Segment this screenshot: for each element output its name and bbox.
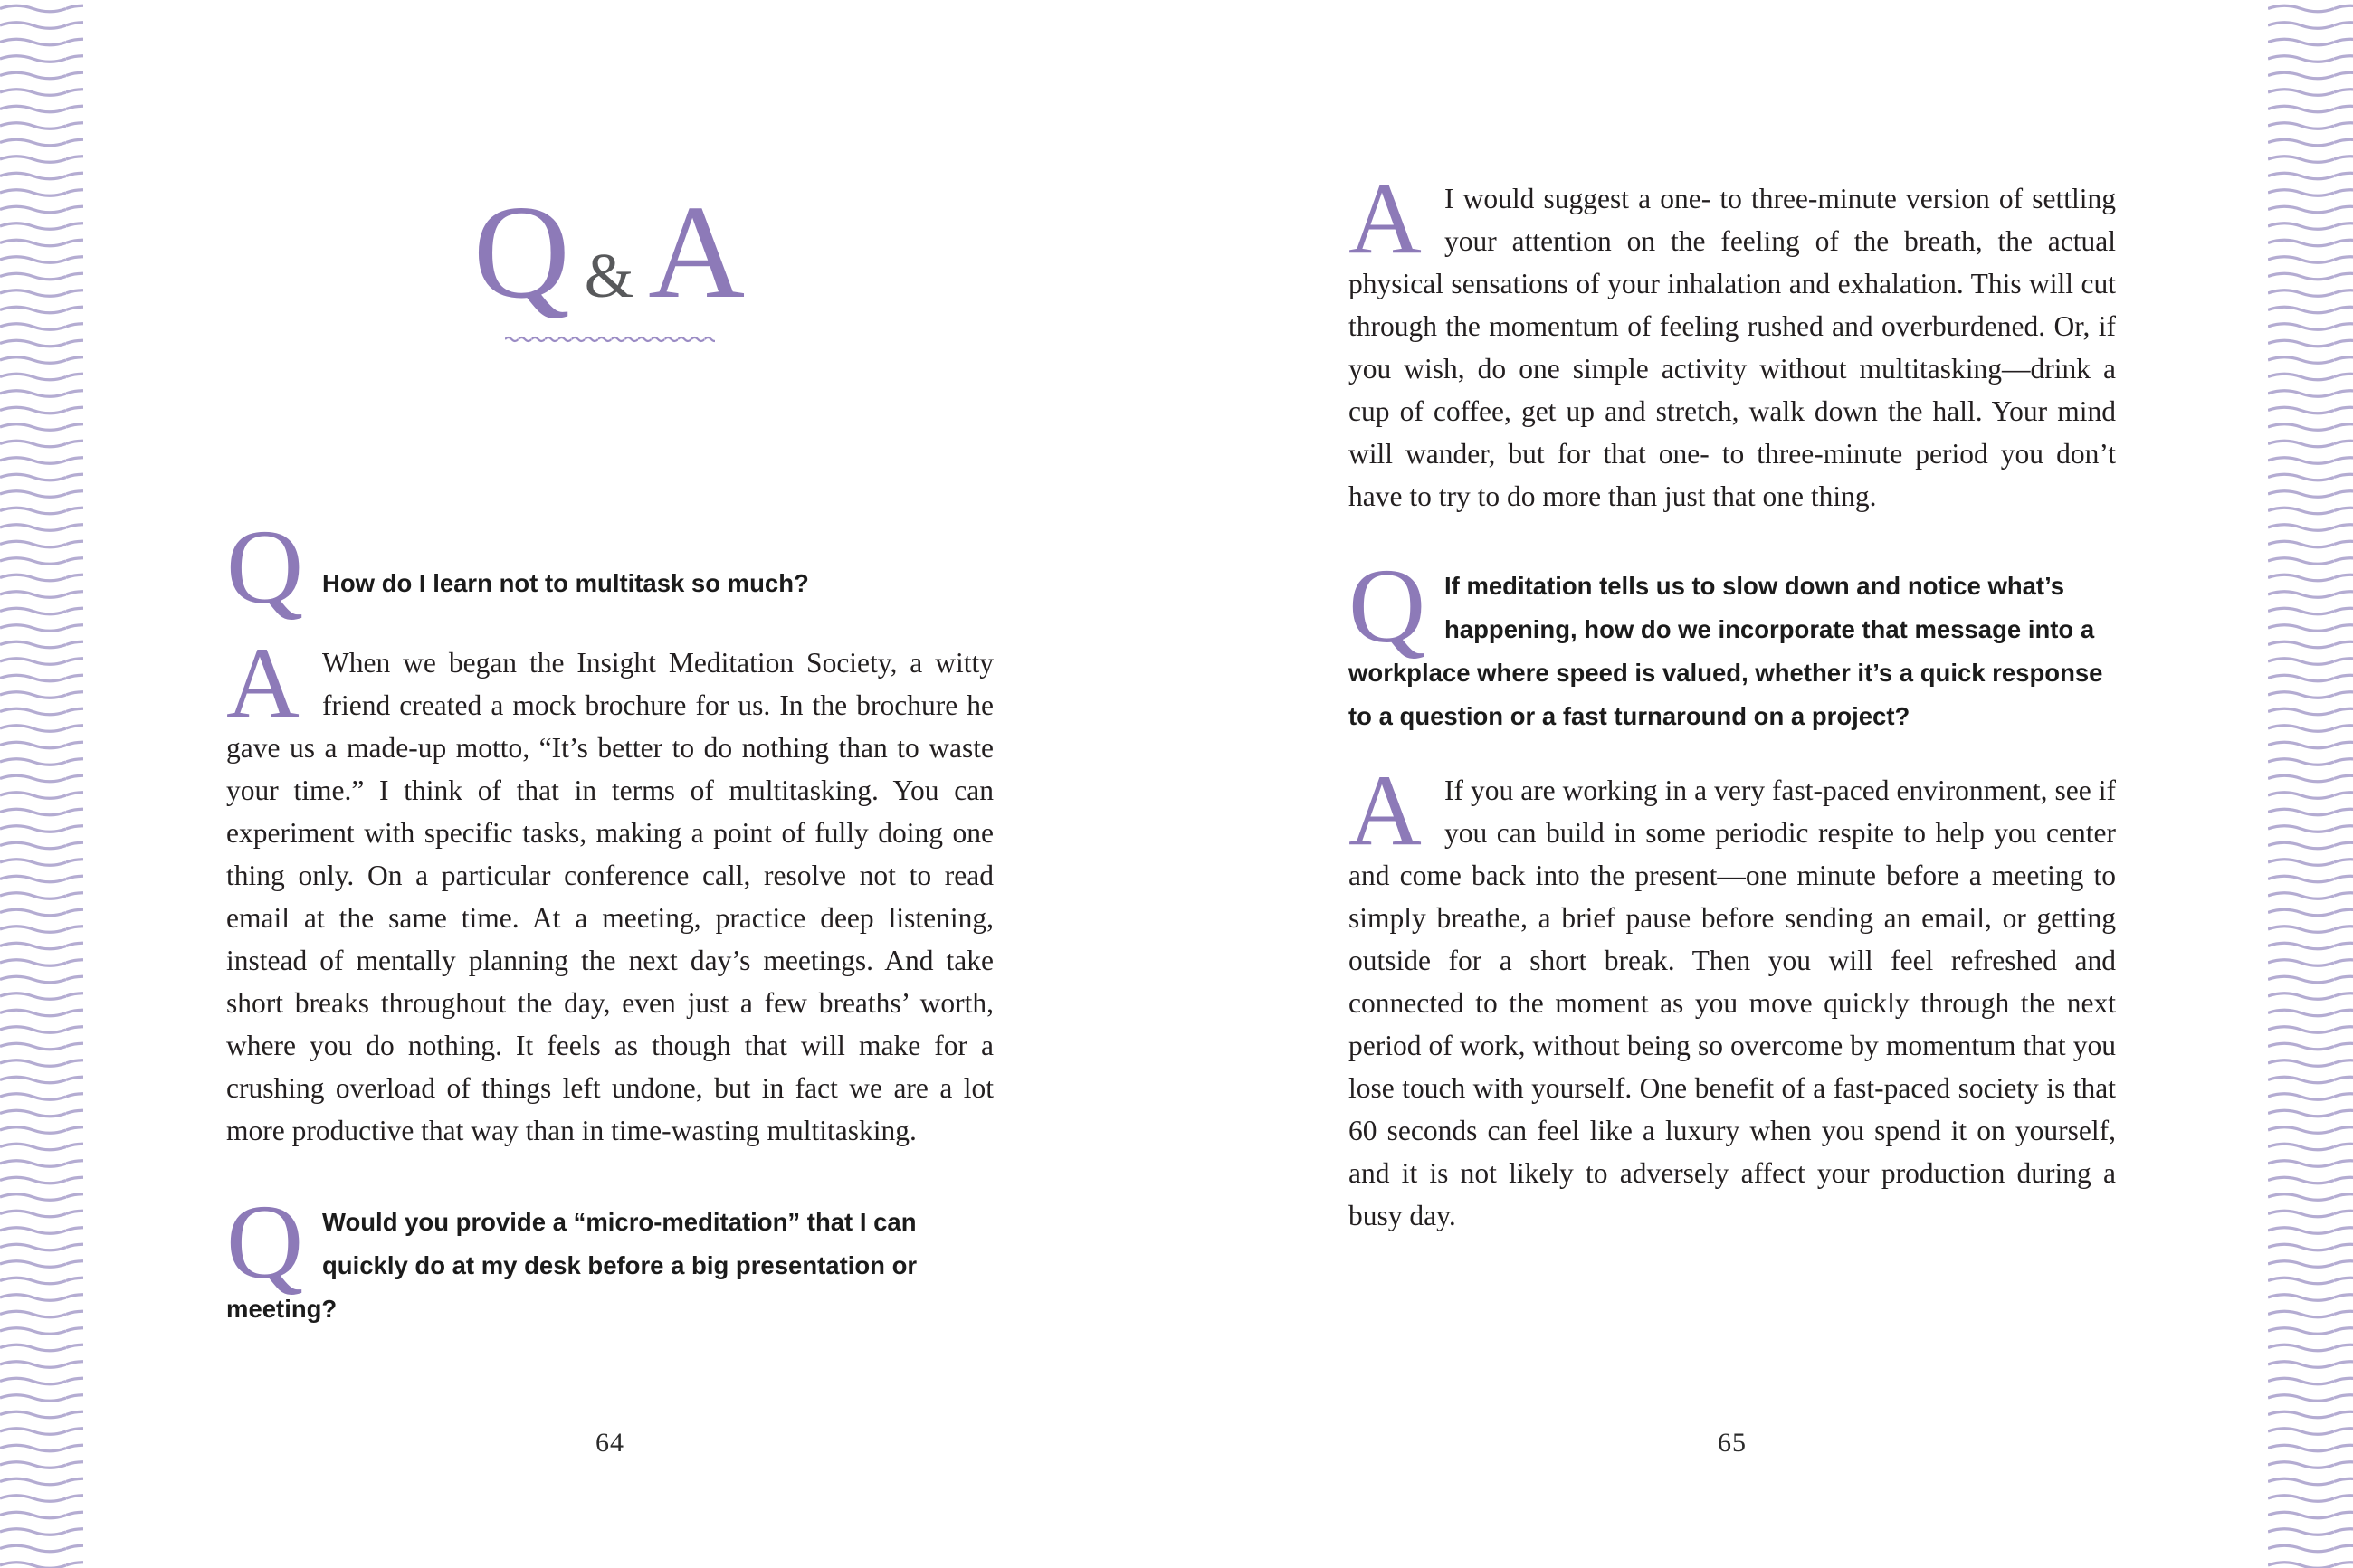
answer-item	[1348, 163, 2116, 518]
answer-item	[226, 627, 994, 1152]
answer-text: When we began the Insight Meditation Society, a witty friend created a mock brochure for us. In the brochure he gave us a made-up motto, “It’s better to do nothing than to waste your time.” I think of that in terms of multitasking. You can experiment with specific tasks, making a point of fully doing one thing only. On a particular conference call, resolve not to read email at the same time. At a meeting, practice deep listening, instead of mentally planning the next day’s meetings. And take short breaks throughout the day, even just a few breaths’ worth, where you do nothing. It feels as though that will make for a crushing overload of things left undone, but in fact we are a lot more productive that way than in time-wasting multitasking.	[226, 647, 994, 1146]
page-number-left: 64	[595, 1428, 624, 1458]
question-item	[1348, 546, 2116, 738]
question-item	[226, 1183, 994, 1331]
chapter-title-a: A	[648, 178, 748, 327]
question-text: Would you provide a “micro-meditation” that I can quickly do at my desk before a big presentation or meeting?	[226, 1208, 918, 1323]
page-number-right: 65	[1718, 1428, 1747, 1458]
answer-dropcap: A	[226, 627, 300, 739]
chapter-title	[226, 178, 994, 327]
question-dropcap: Q	[226, 508, 304, 626]
page-right	[1348, 0, 2116, 1568]
page-left	[226, 0, 994, 1568]
wave-border-right-icon	[2268, 0, 2353, 1568]
question-item	[226, 508, 994, 626]
question-dropcap: Q	[1348, 546, 1426, 665]
chapter-title-ampersand: &	[584, 242, 636, 311]
question-text: If meditation tells us to slow down and notice what’s happening, how do we incorporate that message into a workplace where speed is valued, whether it’s a quick response to a question or a fast turnaround on a project?	[1348, 572, 2103, 730]
chapter-title-q: Q	[472, 178, 572, 327]
wavy-underline-icon	[505, 333, 715, 344]
title-underline-wave	[226, 332, 994, 348]
answer-text: If you are working in a very fast-paced environment, see if you can build in some periodic respite to help you center and come back into the present—one minute before a meeting to simply breathe, a brief pause before sending an email, or getting outside for a short break. Then you will feel refreshed and connected to the moment as you move quickly through the next period of work, without being so overcome by momentum that you lose touch with yourself. One benefit of a fast-paced society is that 60 seconds can feel like a luxury when you spend it on yourself, and it is not likely to adversely affect your production during a busy day.	[1348, 774, 2116, 1231]
question-text: How do I learn not to multitask so much?	[322, 569, 809, 597]
answer-dropcap: A	[1348, 755, 1422, 867]
answer-item	[1348, 755, 2116, 1237]
answer-text: I would suggest a one- to three-minute version of settling your attention on the feeling of the breath, the actual physical sensations of your inhalation and exhalation. This will cut through the momentum of feeling rushed and overburdened. Or, if you wish, do one simple activity without multitasking—drink a cup of coffee, get up and stretch, walk down the hall. Your mind will wander, but for that one- to three-minute period you don’t have to try to do more than just that one thing.	[1348, 183, 2116, 512]
answer-dropcap: A	[1348, 163, 1422, 275]
question-dropcap: Q	[226, 1183, 304, 1301]
wave-border-left-icon	[0, 0, 83, 1568]
